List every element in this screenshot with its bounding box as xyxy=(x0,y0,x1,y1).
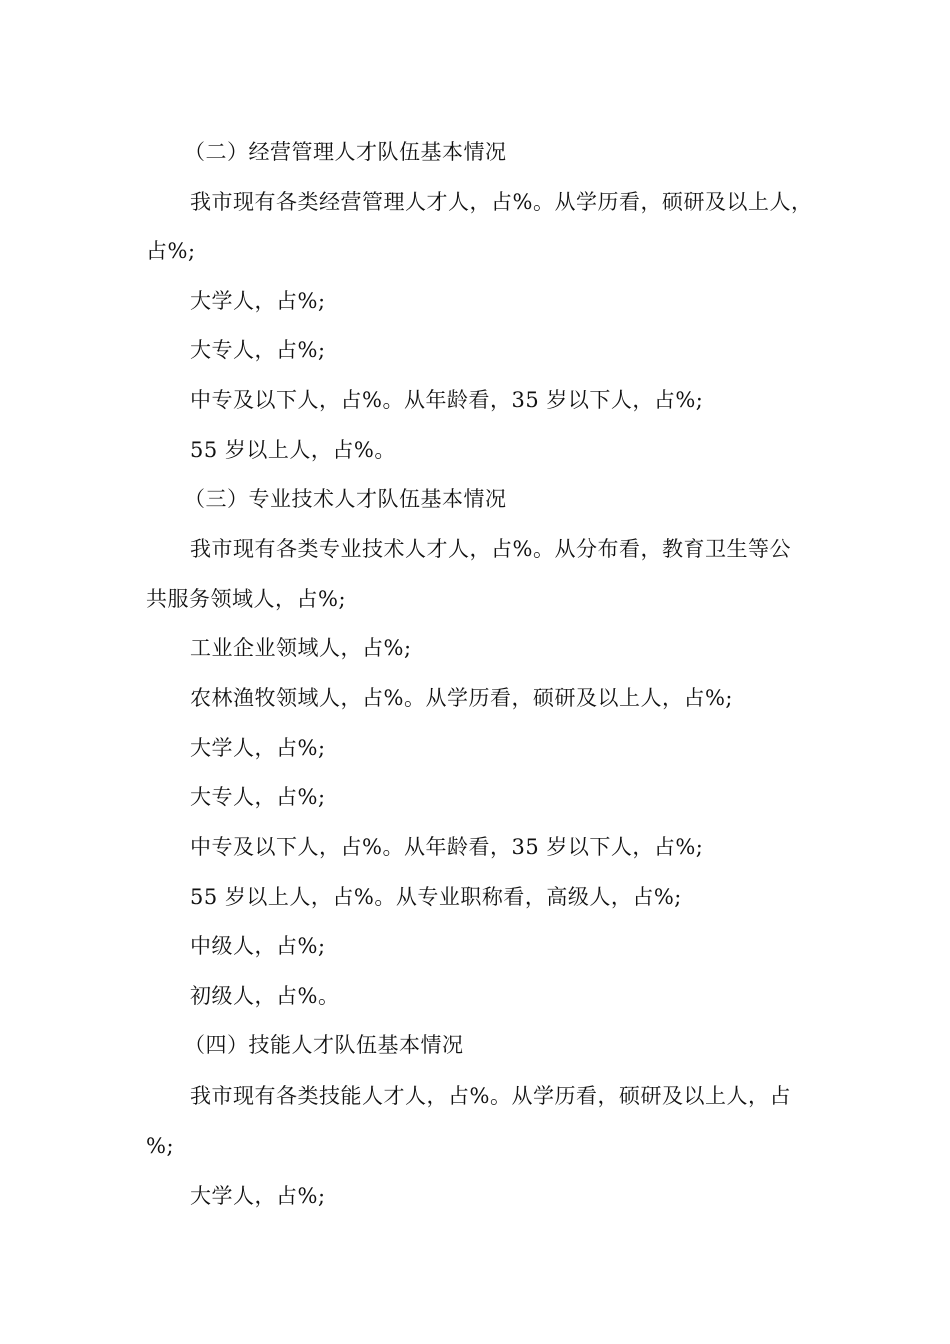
paragraph-line: 大专人，占%; xyxy=(190,338,326,362)
paragraph-line: 大学人，占%; xyxy=(190,736,326,760)
paragraph-line: 中专及以下人，占%。从年龄看，35 岁以下人，占%; xyxy=(190,835,704,859)
paragraph-line: 工业企业领域人，占%; xyxy=(190,636,412,660)
section-heading-skills: （四）技能人才队伍基本情况 xyxy=(184,1033,464,1057)
paragraph-line: 初级人，占%。 xyxy=(190,984,340,1008)
paragraph-line: 占%; xyxy=(146,239,196,263)
paragraph-line: %; xyxy=(146,1134,175,1158)
section-heading-management: （二）经营管理人才队伍基本情况 xyxy=(184,140,507,164)
paragraph-line: 大专人，占%; xyxy=(190,785,326,809)
paragraph-line: 共服务领域人，占%; xyxy=(146,587,347,611)
paragraph-line: 中级人，占%; xyxy=(190,934,326,958)
paragraph-line: 我市现有各类专业技术人才人，占%。从分布看，教育卫生等公 xyxy=(190,537,791,561)
paragraph-line: 大学人，占%; xyxy=(190,289,326,313)
paragraph-line: 55 岁以上人，占%。 xyxy=(190,438,396,462)
paragraph-line: 55 岁以上人，占%。从专业职称看，高级人，占%; xyxy=(190,885,682,909)
section-heading-technical: （三）专业技术人才队伍基本情况 xyxy=(184,487,507,511)
paragraph-line: 我市现有各类经营管理人才人，占%。从学历看，硕研及以上人， xyxy=(190,190,813,214)
paragraph-line: 我市现有各类技能人才人，占%。从学历看，硕研及以上人，占 xyxy=(190,1084,791,1108)
paragraph-line: 农林渔牧领域人，占%。从学历看，硕研及以上人，占%; xyxy=(190,686,733,710)
paragraph-line: 中专及以下人，占%。从年龄看，35 岁以下人，占%; xyxy=(190,388,704,412)
paragraph-line: 大学人，占%; xyxy=(190,1184,326,1208)
